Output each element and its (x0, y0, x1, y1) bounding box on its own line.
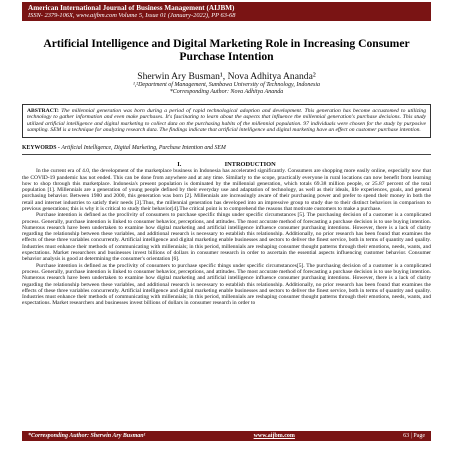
section-title: INTRODUCTION (224, 161, 276, 169)
journal-header-banner (22, 2, 431, 21)
paper-page (0, 2, 453, 455)
footer-page-number: 63 | Page (403, 433, 425, 439)
journal-issn-line: ISSN- 2379-106X, www.aijbm.com Volume 5, Issue 01 (January-2022), PP 63-68 (28, 12, 236, 19)
footer-url-link[interactable]: www.aijbm.com (253, 433, 295, 439)
paper-title: Artificial Intelligence and Digital Marketing Role in Increasing Consumer Purchase Intention (43, 37, 410, 63)
abstract-text: The millennial generation was born during a period of rapid technological adoption and development. This generation has become accustomed to utilizing technology to gather information and even make purchases. It's fascinating to learn about the aspects that influence the millennial generation's purchase decisions. This study utilized artificial intelligence and digital marketing to collect data on the purchasing habits of the millennial population. 97 individuals were chosen for the study by purposive sampling. SEM is a technique for analyzing research data. The findings indicate that artificial intelligence and digital marketing have an effect on customer purchase intention. (27, 108, 426, 134)
section-number: I. (177, 161, 182, 169)
paper-affiliation: ¹,²Department of Management, Sumbawa University of Technology, Indonesia (132, 82, 321, 88)
section-divider (22, 154, 431, 155)
paragraph: Purchase intention is defined as the proclivity of consumers to purchase specific things under specific circumstances [5]. The purchasing decision of a customer is a complicated process. Generally, purchase intention is linked to consumer behavior, perceptions, and attitudes. The most accurate method of forecasting a purchase decision is to use buying intention. Numerous research have been undertaken to examine how digital marketing and artificial intelligence influence consumer purchasing intentions. However, there is a lack of clarity regarding the relationship between these variables, and additional research is necessary to establish this relationship. Additionally, no prior research has been found that examines the effects of these three variables concurrently. Artificial intelligence and digital marketing enable businesses and sectors to deliver the finest service, both in terms of quantity and quality. Industries must enhance their methods of communicating with millennials; in this period, millennials are reshaping consumer thought patterns through their emotions, needs, wants, and expectations. Market researchers and businesses invest billions of dollars in consumer research in order to ascertain the essential aspects influencing customer behavior. Consumer behavior analysis is good at determining the consumer's orientation [6]. (22, 212, 431, 263)
keywords-label: KEYWORDS - (22, 144, 60, 151)
footer-author: *Corresponding Author: Sherwin Ary Busman¹ (28, 433, 146, 439)
corresponding-author: *Corresponding Author: Nova Adhitya Ananda (169, 89, 284, 95)
page-footer (22, 431, 431, 441)
keywords (22, 145, 431, 152)
journal-name: American International Journal of Business Management (AIJBM) (28, 4, 235, 12)
abstract-label: ABSTRACT: (27, 108, 59, 114)
paragraph: Purchase intention is defined as the proclivity of consumers to purchase specific things under specific circumstances[5]. The purchasing decision of a customer is a complicated process. Generally, purchase intention is linked to consumer behavior, perceptions, and attitudes. The most accurate method of forecasting a purchase decision is to use buying intention. Numerous research have been undertaken to examine how digital marketing and artificial intelligence influence consumer purchasing intentions. However, there is a lack of clarity regarding the relationship between these variables, and additional research is necessary to establish this relationship. Additionally, no prior research has been found that examines the effects of these three variables concurrently. Artificial intelligence and digital marketing enable businesses and sectors to deliver the finest service, both in terms of quantity and quality. Industries must enhance their methods of communicating with millennials; in this period, millennials are reshaping consumer thought patterns through their emotions, needs, wants, and expectations. Market researchers and businesses invest billions of dollars in consumer research in order to (22, 262, 431, 307)
body-text (22, 168, 431, 307)
paper-authors: Sherwin Ary Busman¹, Nova Adhitya Ananda² (137, 71, 316, 82)
abstract-box (22, 104, 431, 138)
paragraph: In the current era of 4.0, the development of the marketplace business in Indonesia has accelerated significantly. Consumers are shopping more easily online, especially now that the COVID-19 pandemic has not ended. This can be done from anywhere and at any time. Similarly to the scope, practically everyone in rural locations can now benefit from learning how to shop through this marketplace. Indonesia's present population is dominated by the millennial generation, which totals 69.38 million people, or 25.87 percent of the total population [1]. Millennials are a generation of young people defined by their everyday use and adaptation of technology, as well as their ideals, life experiences, goals, and general purchasing behavior. Between 1980 and 2000, this generation was born [2]. Millennials are increasingly aware of their purchasing power and prefer to spend their money in both the retail and internet industries to satisfy their needs [3].Thus, the millennial generation has developed into an impressive group to study due to their distinct behaviors in comparison to previous generations; this is why it is critical to study their behavior[4].The critical point is to comprehend the reasons that motivate customers to make a purchase. (22, 168, 431, 212)
keywords-text: Artificial Intelligence, Digital Marketing, Purchase Intention and SEM (61, 144, 226, 151)
